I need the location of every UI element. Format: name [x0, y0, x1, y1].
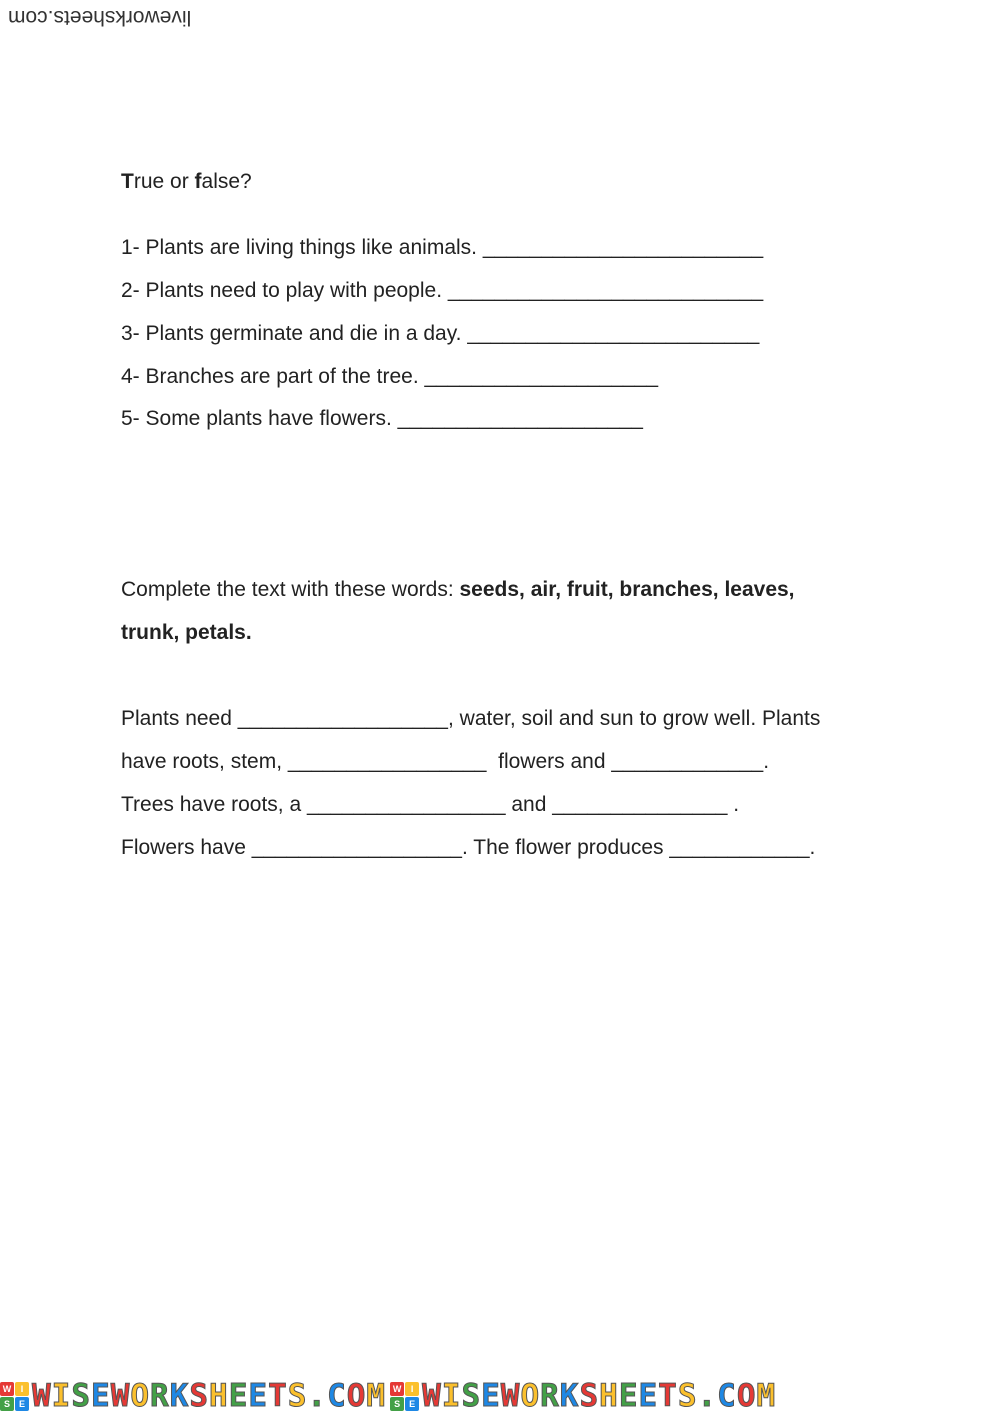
watermark-top: liveworksheets.com: [8, 6, 192, 29]
brand-text: WISEWORKSHEETS.COM: [32, 1378, 387, 1414]
answer-blank[interactable]: _____________: [611, 750, 764, 773]
tf-item-3: 3- Plants germinate and die in a day. _________________________: [121, 322, 760, 345]
tf-item-5: 5- Some plants have flowers. _____________________: [121, 407, 643, 430]
footer-banner: [0, 1378, 1000, 1414]
brand-text: WISEWORKSHEETS.COM: [422, 1378, 777, 1414]
answer-blank[interactable]: _____________________: [397, 407, 643, 430]
answer-blank[interactable]: __________________: [237, 707, 448, 730]
answer-blank[interactable]: _________________: [287, 750, 487, 773]
brand-logo: [0, 1378, 386, 1414]
answer-blank[interactable]: __________________: [251, 836, 462, 859]
tf-item-4: 4- Branches are part of the tree. ____________________: [121, 365, 659, 388]
tf-item-1: 1- Plants are living things like animals. ________________________: [121, 236, 764, 259]
section2-instruction: Complete the text with these words: seeds, air, fruit, branches, leaves,: [121, 578, 795, 601]
logo-blocks-icon: W I S E: [0, 1382, 29, 1411]
word-bank: seeds, air, fruit, branches, leaves,: [459, 578, 795, 601]
answer-blank[interactable]: ________________________: [482, 236, 764, 259]
fill-line-1: Plants need __________________, water, soil and sun to grow well. Plants: [121, 707, 821, 730]
section1-title: True or false?: [121, 170, 252, 193]
answer-blank[interactable]: _________________________: [467, 322, 760, 345]
answer-blank[interactable]: ____________: [669, 836, 810, 859]
answer-blank[interactable]: ____________________: [424, 365, 659, 388]
brand-logo: [390, 1378, 776, 1414]
logo-blocks-icon: W I S E: [390, 1382, 419, 1411]
fill-line-2: have roots, stem, _________________ flowers and _____________.: [121, 750, 770, 773]
fill-line-3: Trees have roots, a _________________ and _______________ .: [121, 793, 740, 816]
fill-line-4: Flowers have __________________. The flower produces ____________.: [121, 836, 816, 859]
answer-blank[interactable]: _______________: [552, 793, 728, 816]
answer-blank[interactable]: _________________: [306, 793, 506, 816]
answer-blank[interactable]: ___________________________: [447, 279, 764, 302]
tf-item-2: 2- Plants need to play with people. ___________________________: [121, 279, 764, 302]
word-bank-continued: trunk, petals.: [121, 621, 252, 644]
